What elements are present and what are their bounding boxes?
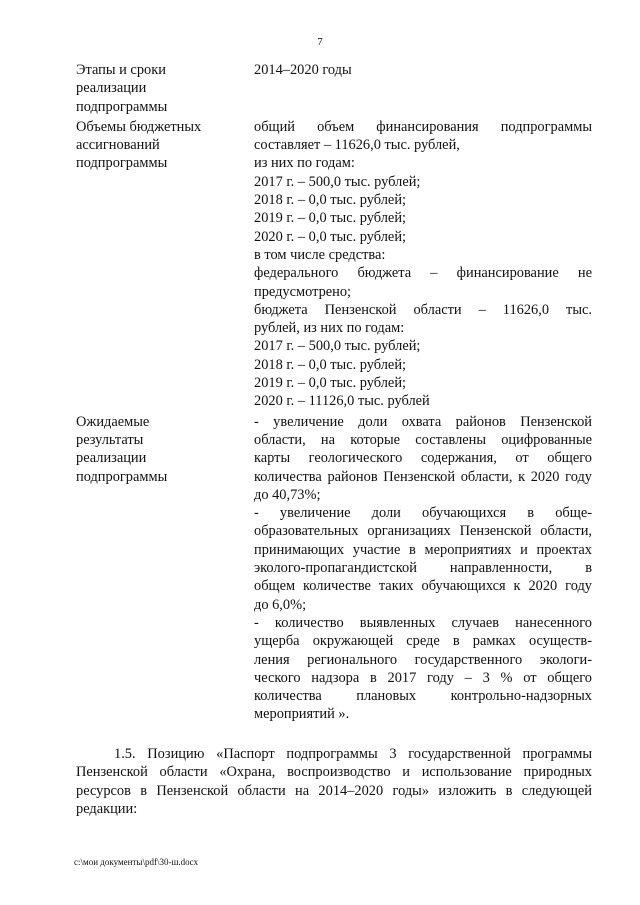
value-line: - увеличение доли обучающихся в обще-: [254, 505, 592, 522]
passport-row-label: [76, 118, 254, 411]
value-line: 2020 г. – 11126,0 тыс. рублей: [254, 393, 430, 410]
passport-row-label: [76, 61, 254, 116]
label-line: реализации: [76, 80, 147, 97]
value-line: 2018 г. – 0,0 тыс. рублей;: [254, 192, 407, 209]
value-line: образовательных организациях Пензенской области,: [254, 523, 592, 540]
value-line: 2018 г. – 0,0 тыс. рублей;: [254, 356, 407, 373]
value-line: 2019 г. – 0,0 тыс. рублей;: [254, 375, 407, 392]
label-line: Ожидаемые: [76, 413, 150, 430]
label-line: подпрограммы: [76, 468, 168, 485]
value-line: 2017 г. – 500,0 тыс. рублей;: [254, 173, 421, 190]
value-line: 2017 г. – 500,0 тыс. рублей;: [254, 338, 421, 355]
passport-table: [76, 61, 592, 724]
value-line: из них по годам:: [254, 155, 355, 172]
value-line: бюджета Пензенской области – 11626,0 тыс.: [254, 301, 592, 318]
label-line: подпрограммы: [76, 98, 168, 115]
passport-row: [76, 61, 592, 116]
body-paragraph: [76, 745, 592, 818]
file-path-footer: c:\мои документы\pdf\30-ш.docx: [74, 857, 199, 867]
label-line: подпрограммы: [76, 155, 168, 172]
value-line: составляет – 11626,0 тыс. рублей,: [254, 137, 460, 154]
value-line: 2019 г. – 0,0 тыс. рублей;: [254, 210, 407, 227]
label-line: результаты: [76, 431, 144, 448]
passport-row-value: [254, 61, 592, 116]
value-line: мероприятий ».: [254, 706, 350, 723]
value-line: в том числе средства:: [254, 246, 386, 263]
value-line: количества районов Пензенской области, к 2020 году: [254, 468, 592, 485]
value-line: эколого-пропагандистской направленности, в: [254, 560, 592, 577]
value-line: предусмотрено;: [254, 283, 352, 300]
value-line: ческого надзора в 2017 году – 3 % от общего: [254, 669, 592, 686]
value-line: до 6,0%;: [254, 596, 307, 613]
paragraph-line: 1.5. Позицию «Паспорт подпрограммы 3 государственной программы: [114, 746, 592, 762]
value-line: принимающих участие в мероприятиях и проектах: [254, 541, 592, 558]
value-line: области, на которые составлены оцифрованные: [254, 431, 592, 448]
page-number: 7: [317, 36, 323, 48]
value-line: ления регионального государственного экологи-: [254, 651, 592, 668]
value-line: до 40,73%;: [254, 486, 321, 503]
value-line: общем количестве таких обучающихся к 2020 году: [254, 578, 592, 595]
value-line: рублей, из них по годам:: [254, 320, 405, 337]
passport-row: [76, 413, 592, 724]
paragraph-line: ресурсов в Пензенской области на 2014–2020 годы» изложить в следующей: [76, 782, 592, 799]
passport-row-label: [76, 413, 254, 724]
value-line: карты геологического содержания, от общего: [254, 450, 592, 467]
label-line: Объемы бюджетных: [76, 118, 202, 135]
value-line: - увеличение доли охвата районов Пензенской: [254, 413, 592, 430]
label-line: ассигнований: [76, 137, 160, 154]
passport-row-value: [254, 413, 592, 724]
paragraph-line: Пензенской области «Охрана, воспроизводство и использование природных: [76, 764, 592, 781]
value-line: ущерба окружающей среде в рамках осуществ-: [254, 633, 592, 650]
value-line: 2020 г. – 0,0 тыс. рублей;: [254, 228, 407, 245]
value-line: - количество выявленных случаев нанесенного: [254, 614, 592, 631]
value-line: федерального бюджета – финансирование не: [254, 265, 592, 282]
value-line: 2014–2020 годы: [254, 62, 352, 78]
label-line: Этапы и сроки: [76, 62, 166, 78]
paragraph-line: редакции:: [76, 800, 138, 817]
value-line: количества плановых контрольно-надзорных: [254, 688, 592, 705]
value-line: общий объем финансирования подпрограммы: [254, 118, 592, 135]
label-line: реализации: [76, 450, 147, 467]
passport-row-value: [254, 118, 592, 411]
passport-row: [76, 118, 592, 411]
